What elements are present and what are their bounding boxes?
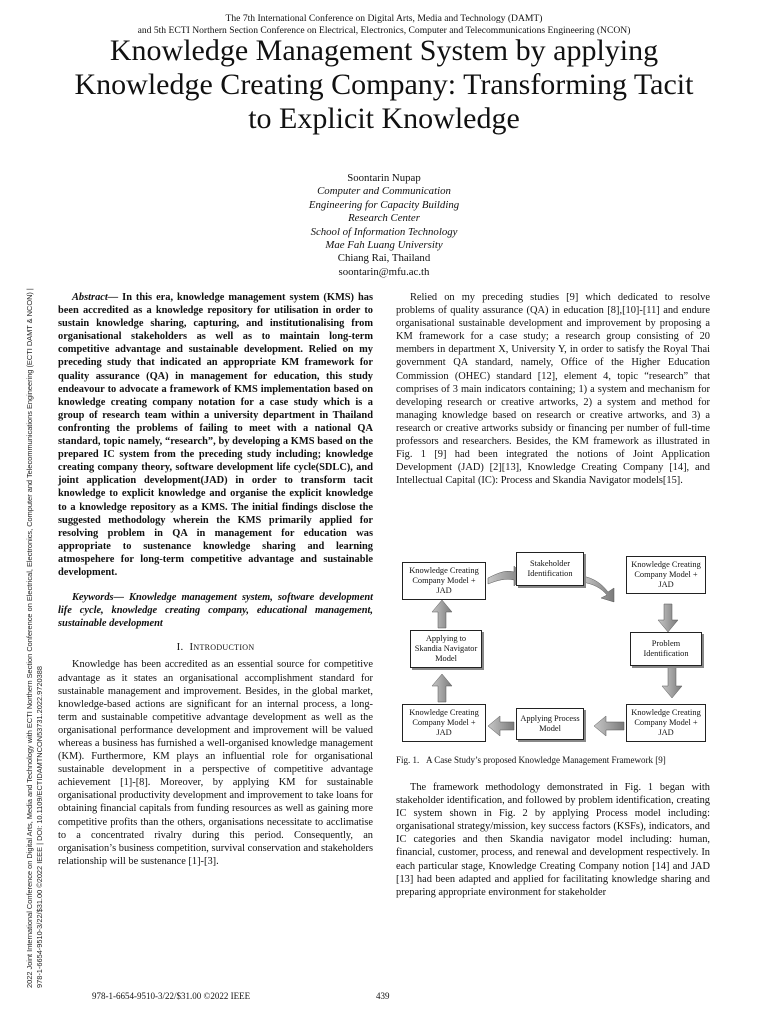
conference-line-2: and 5th ECTI Northern Section Conference on Electrical, Electronics, Computer and Telecommunications Engineering (NCON)	[137, 25, 631, 36]
keywords-label: Keywords—	[72, 592, 124, 604]
conference-line-1: The 7th International Conference on Digital Arts, Media and Technology (DAMT)	[225, 13, 543, 24]
keywords-text: Knowledge management system, software development life cycle, knowledge creating company, educational management, sustainable development	[58, 592, 373, 630]
abstract-text: In this era, knowledge management system (KMS) has been accredited as a knowledge repository for utilisation in order to sustain knowledge sharing, capturing, and institutionalising from organisational stakeholders as well as to maintain long-term competitive advantage and sustainable development. Relied on my preceding study that indicated an appropriate KM framework for quality assurance (QA) in management for education, this study endeavour to advocate a framework of KMS implementation based on knowledge creating company notation for a case study which is a group of research team within a university department in Thailand confronting the problems of failing to meet with a national QA standard, topic namely, “research”, by developing a KMS based on the prepared IC system from the preceding study including; knowledge creating company theory, software development life cycle(SDLC), and joint application development(JAD) in order to transform tacit knowledge to explicit knowledge and organise the explicit knowledge to a knowledge repository as a KMS. The initial findings disclose the suggested methodology wherein the KMS primarily applied for resolving problem in QA in management for education was appropriate to sustenance knowledge sharing and learning atmospehere for long-term competitive advantage and sustainable development.	[58, 292, 373, 578]
author-affiliation-2: Engineering for Capacity Building	[308, 198, 460, 211]
box-problem: Problem Identification	[630, 632, 702, 666]
sidebar-line-1: 2022 Joint International Conference on Digital Arts, Media and Technology with ECTI Northern Section Conference on Electrical, Electronics, Computer and Telecommunications Engineering (ECTI DAMT & NCON) |	[25, 288, 34, 988]
footer-isbn: 978-1-6654-9510-3/22/$31.00 ©2022 IEEE	[92, 991, 251, 1001]
figure-caption-text: A Case Study’s proposed Knowledge Management Framework [9]	[426, 755, 666, 765]
title-line-1: Knowledge Management System by applying	[109, 34, 659, 67]
figure-1	[398, 546, 710, 744]
author-block	[234, 172, 534, 279]
arrow-kcc-to-problem	[658, 604, 678, 632]
box-skandia: Applying to Skandia Navigator Model	[410, 630, 482, 668]
arrow-process-to-kcc	[488, 716, 514, 736]
right-paragraph-1: Relied on my preceding studies [9] which dedicated to resolve problems of quality assurance (QA) in education [8],[10]-[11] and endure organisational sustainable development and improvement by proposing a KM framework for a case study; a research group consisting of 20 members in department X, University Y, in order to satisfy the Royal Thai government QA standard, namely, Office of the Higher Education Commission (OHEC) standard [12], element 4, topic “research” that comprises of 3 main indicators containing; 1) a system and mechanism for developing research or creative artworks, 2) a system and method for managing knowledge based on research or creative artworks, and 3) a research or creative artworks subsidy or financing per number of full-time professors and researchers. Besides, the KM framework as illustrated in Fig. 1 [9] had been integrated the notions of Joint Application Development (JAD) [2][13], Knowledge Creating Company [14], and Intellectual Capital (IC): Process and Skandia Navigator models[15].	[396, 292, 710, 487]
box-kcc-bottom-left: Knowledge Creating Company Model + JAD	[402, 704, 486, 742]
abstract	[58, 291, 373, 579]
intro-paragraph: Knowledge has been accredited as an essential source for competitive advantage as it states an organisational accomplishment standard for sustainable management and improvement. Besides, in the global market, knowledge-based actions are significant for an internal process, a long-term and sustainable competitive advantage development as well as the organisational performance development and improvement will be valued whereas a business has furnished a well-organised knowledge management (KM). Furthermore, KM plays an influential role for organisational sustainable development in a perspective of competitive advantage achievement [1]-[8]. Moreover, by applying KM for sustainable organisational productivity development and improvement to take loans for obtaining financial capitals from funding resources as well as gaining more competitive profits than the others, organisations necessitate to acclimatise to a concentrated rivalry during this period. Consequently, an organisation’s business competition, survival conservation and stakeholders relationship will be sustenance [1]-[3].	[58, 659, 373, 867]
box-stakeholder: Stakeholder Identification	[516, 552, 584, 586]
paper-title	[30, 34, 738, 136]
right-column-bottom	[396, 781, 710, 899]
title-line-3: to Explicit Knowledge	[248, 102, 520, 135]
keywords	[58, 591, 373, 630]
figure-caption	[396, 755, 710, 766]
arrow-problem-to-kcc	[662, 666, 682, 698]
sidebar-citation	[25, 88, 49, 988]
page-number: 439	[376, 991, 390, 1001]
author-affiliation-3: Research Center	[348, 212, 420, 225]
left-column	[58, 291, 373, 868]
author-affiliation-4: School of Information Technology	[310, 225, 458, 238]
figure-caption-label: Fig. 1.	[396, 755, 420, 765]
box-kcc-top-right: Knowledge Creating Company Model + JAD	[626, 556, 706, 594]
intro-numeral: I.	[176, 641, 184, 654]
intro-heading-text: Introduction	[189, 641, 255, 654]
title-line-2: Knowledge Creating Company: Transforming Tacit	[74, 68, 694, 101]
author-affiliation-5: Mae Fah Luang University	[325, 239, 443, 252]
box-process: Applying Process Model	[516, 708, 584, 740]
author-affiliation-1: Computer and Communication	[317, 185, 451, 198]
intro-heading	[58, 641, 373, 654]
arrow-kcc-to-process	[594, 716, 624, 736]
box-kcc-top-left: Knowledge Creating Company Model + JAD	[402, 562, 486, 600]
author-email[interactable]: soontarin@mfu.ac.th	[338, 265, 430, 278]
arrow-stakeholder-to-kcc	[582, 576, 614, 602]
right-column-top	[396, 291, 710, 487]
arrow-kcc-to-skandia	[432, 674, 452, 702]
box-kcc-bottom-right: Knowledge Creating Company Model + JAD	[626, 704, 706, 742]
author-city: Chiang Rai, Thailand	[337, 252, 431, 265]
sidebar-line-2: 978-1-6654-9510-3/22/$31.00 ©2022 IEEE | DOI: 10.1109/ECTIDAMTNCON53731.2022.9720388	[35, 666, 44, 988]
right-paragraph-2: The framework methodology demonstrated in Fig. 1 began with stakeholder identification, and followed by problem identification, creating IC system shown in Fig. 2 by applying Process model including: organisational strategy/mission, key success factors (KSFs), indicators, and IC categories and then Skandia navigator model including: human, financial, customer, process, and renewal and development respectively. In each particular stage, Knowledge Creating Company notion [14] and JAD [13] had been adapted and applied for facilitating knowledge sharing and preparing appropriate environment for stakeholder	[396, 782, 710, 898]
arrow-skandia-to-kcc	[432, 600, 452, 628]
author-name: Soontarin Nupap	[347, 172, 421, 184]
abstract-label: Abstract—	[72, 292, 119, 303]
